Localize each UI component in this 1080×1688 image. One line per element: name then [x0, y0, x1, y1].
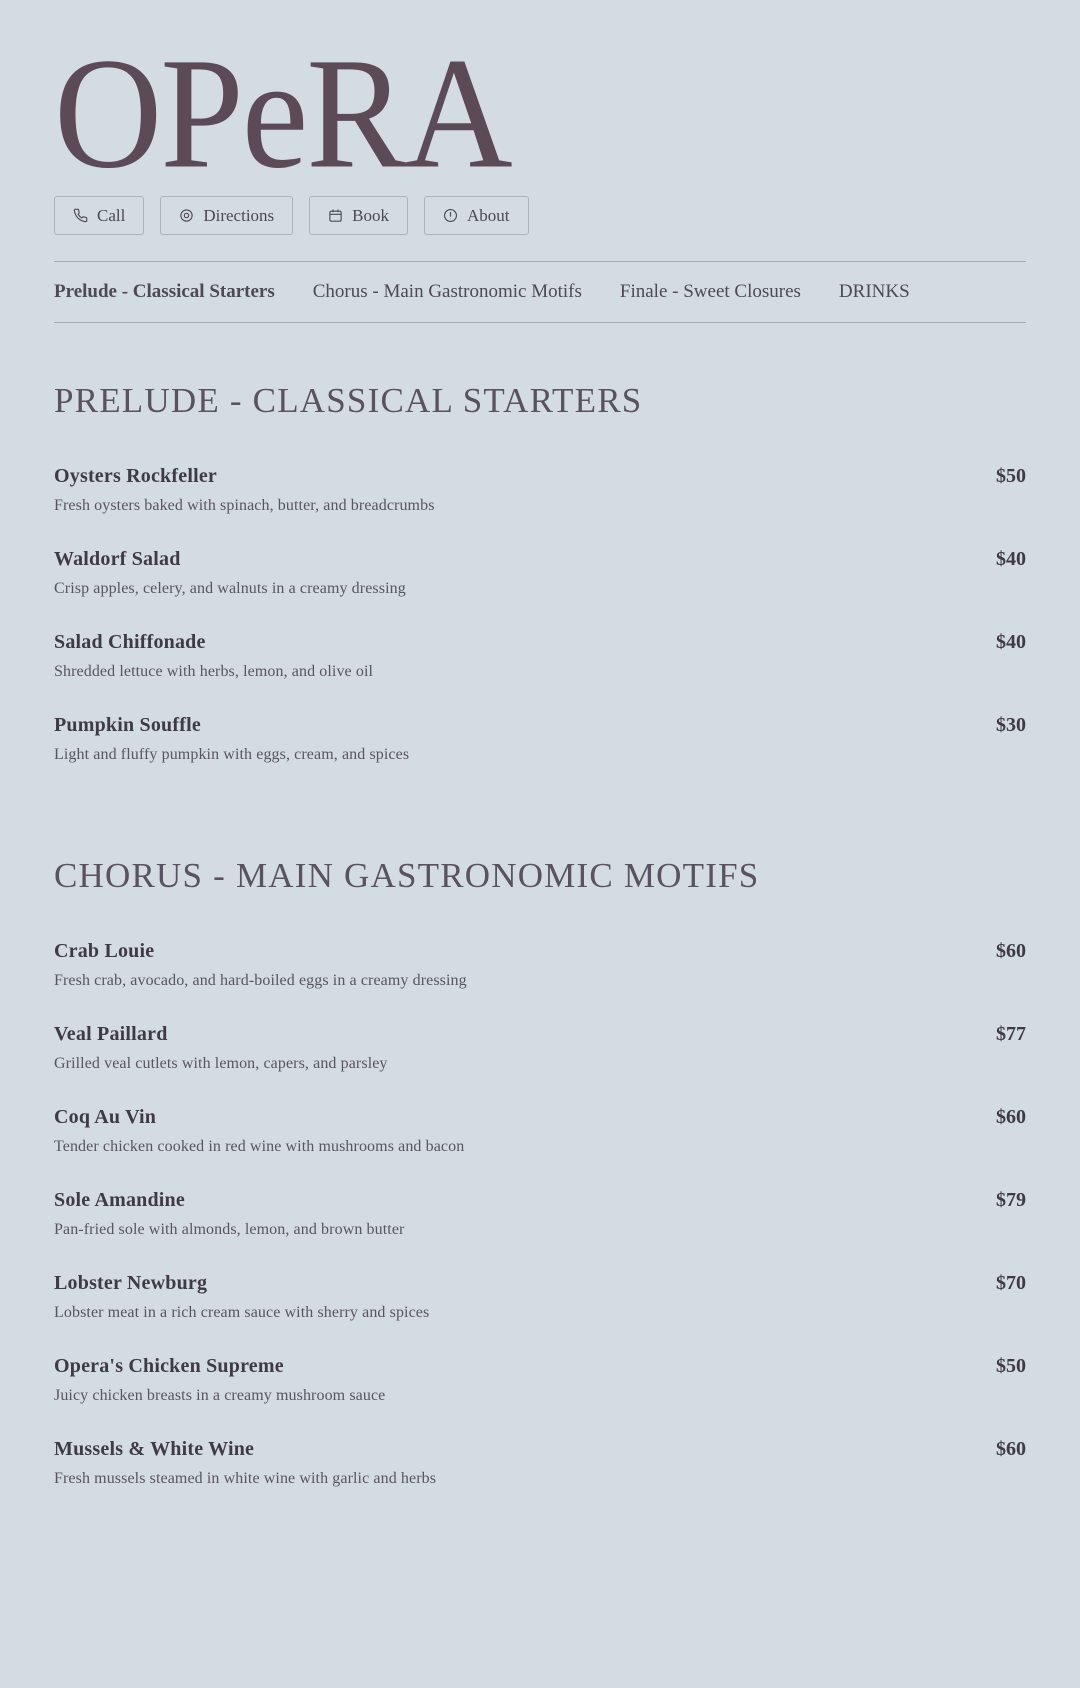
menu-item-name: Coq Au Vin	[54, 1106, 157, 1128]
menu-item-name: Sole Amandine	[54, 1189, 185, 1211]
menu-item-price: $70	[996, 1272, 1026, 1294]
menu-item[interactable]	[54, 714, 1026, 764]
menu-item-price: $60	[996, 1106, 1026, 1128]
menu-item-price: $50	[996, 1355, 1026, 1377]
directions-button-label: Directions	[203, 206, 275, 225]
book-button-label: Book	[352, 206, 390, 225]
menu-item-name: Mussels & White Wine	[54, 1438, 255, 1460]
menu-item-name: Opera's Chicken Supreme	[54, 1355, 284, 1377]
menu-item-price: $30	[996, 714, 1026, 736]
menu-item-name: Crab Louie	[54, 940, 155, 962]
call-button-label: Call	[97, 206, 126, 225]
menu-item-description: Tender chicken cooked in red wine with mushrooms and bacon	[54, 1138, 465, 1155]
book-button[interactable]	[309, 196, 408, 235]
menu-item-price: $77	[996, 1023, 1026, 1045]
menu-item-description: Light and fluffy pumpkin with eggs, cream, and spices	[54, 746, 410, 763]
about-button-label: About	[467, 206, 510, 225]
menu-item-price: $79	[996, 1189, 1026, 1211]
menu-section-tabs	[54, 261, 1026, 323]
section-title: CHORUS - MAIN GASTRONOMIC MOTIFS	[54, 856, 760, 895]
menu-item-price: $60	[996, 940, 1026, 962]
menu-item[interactable]	[54, 1189, 1026, 1239]
tab-chorus[interactable]: Chorus - Main Gastronomic Motifs	[313, 281, 600, 303]
menu-item[interactable]	[54, 940, 1026, 990]
directions-button[interactable]	[160, 196, 293, 235]
section-title: PRELUDE - CLASSICAL STARTERS	[54, 381, 643, 420]
menu-item-name: Lobster Newburg	[54, 1272, 208, 1294]
map-pin-icon	[179, 208, 194, 223]
tab-prelude[interactable]: Prelude - Classical Starters	[54, 281, 293, 303]
menu-item-price: $40	[996, 548, 1026, 570]
info-circle-icon	[443, 208, 458, 223]
menu-item-description: Fresh crab, avocado, and hard-boiled eggs in a creamy dressing	[54, 972, 467, 989]
menu-item[interactable]	[54, 631, 1026, 681]
menu-item[interactable]	[54, 1355, 1026, 1405]
menu-section-chorus	[54, 856, 1026, 1488]
menu-item-description: Pan-fried sole with almonds, lemon, and brown butter	[54, 1221, 405, 1238]
menu-item-description: Juicy chicken breasts in a creamy mushroom sauce	[54, 1387, 386, 1404]
menu-item[interactable]	[54, 1106, 1026, 1156]
menu-item-description: Fresh oysters baked with spinach, butter, and breadcrumbs	[54, 497, 435, 514]
menu-item-description: Lobster meat in a rich cream sauce with sherry and spices	[54, 1304, 430, 1321]
action-button-row	[54, 196, 1026, 235]
menu-item-name: Waldorf Salad	[54, 548, 181, 570]
menu-item[interactable]	[54, 1272, 1026, 1322]
menu-section-prelude	[54, 381, 1026, 764]
brand-header	[54, 0, 1026, 202]
menu-item-description: Shredded lettuce with herbs, lemon, and olive oil	[54, 663, 374, 680]
about-button[interactable]	[424, 196, 529, 235]
menu-item-price: $50	[996, 465, 1026, 487]
call-button[interactable]	[54, 196, 144, 235]
calendar-icon	[328, 208, 343, 223]
tab-finale[interactable]: Finale - Sweet Closures	[620, 281, 819, 303]
menu-item-name: Salad Chiffonade	[54, 631, 206, 653]
phone-icon	[73, 208, 88, 223]
logo-text: OPeRA	[54, 25, 511, 202]
menu-item[interactable]	[54, 465, 1026, 515]
menu-item-name: Oysters Rockfeller	[54, 465, 217, 487]
menu-item-description: Grilled veal cutlets with lemon, capers, and parsley	[54, 1055, 388, 1072]
opera-logo	[54, 25, 1026, 202]
menu-item-price: $40	[996, 631, 1026, 653]
menu-item-price: $60	[996, 1438, 1026, 1460]
menu-item-name: Pumpkin Souffle	[54, 714, 201, 736]
menu-item[interactable]	[54, 1023, 1026, 1073]
menu-item-description: Crisp apples, celery, and walnuts in a creamy dressing	[54, 580, 406, 597]
menu-item-name: Veal Paillard	[54, 1023, 168, 1045]
tab-drinks[interactable]: DRINKS	[839, 281, 928, 303]
menu-item[interactable]	[54, 1438, 1026, 1488]
menu-item[interactable]	[54, 548, 1026, 598]
menu-item-description: Fresh mussels steamed in white wine with garlic and herbs	[54, 1470, 437, 1487]
